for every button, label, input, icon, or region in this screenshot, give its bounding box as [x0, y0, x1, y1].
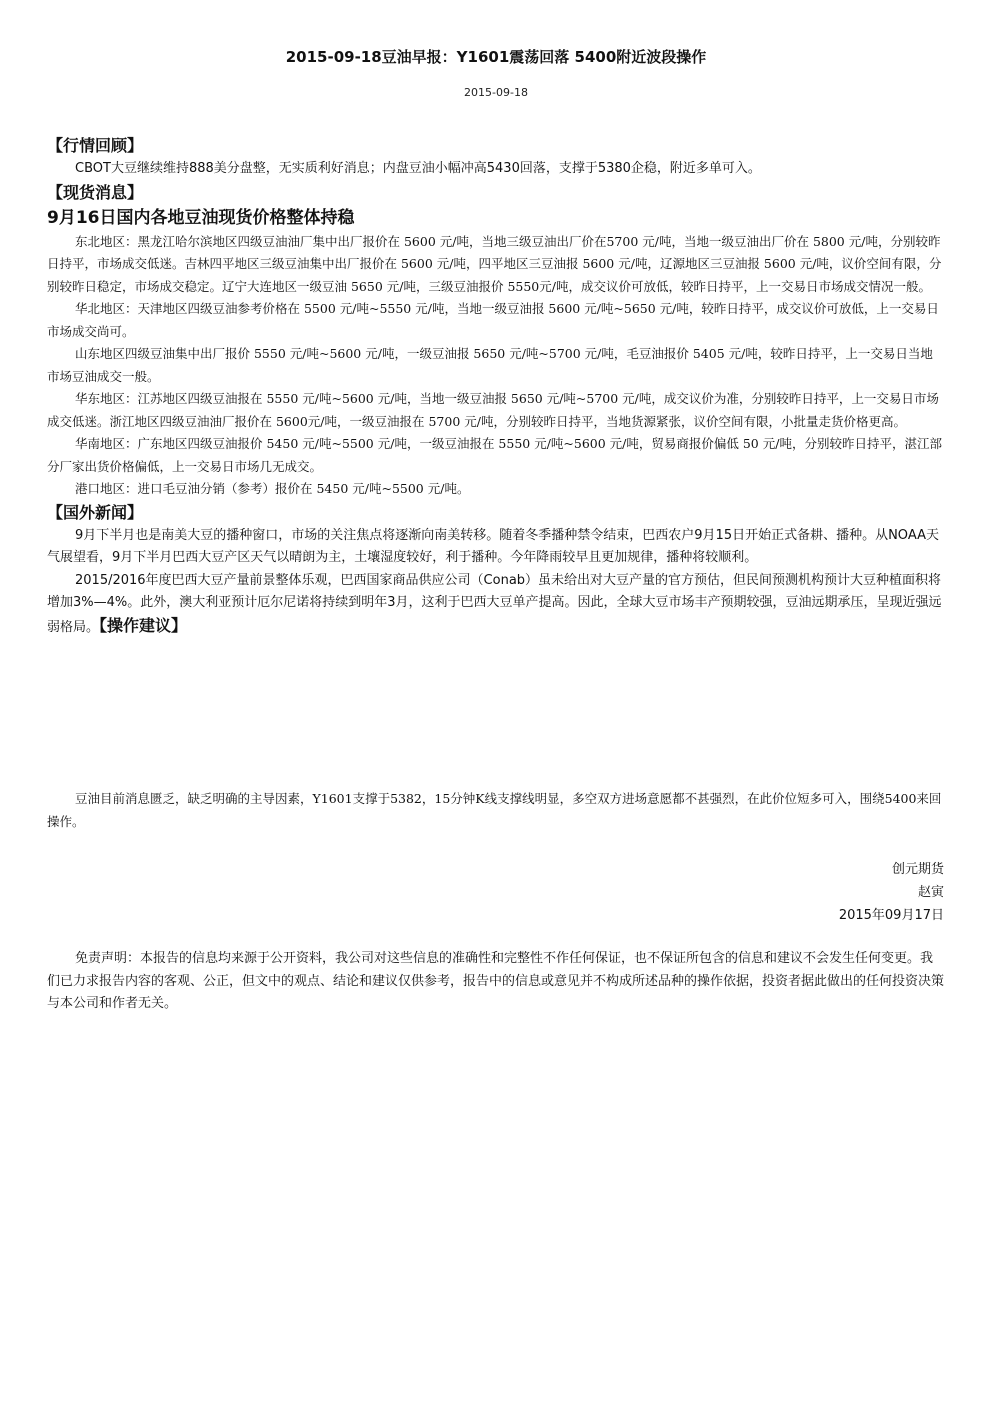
- advice-heading: 【操作建议】: [99, 615, 188, 635]
- signature-author: 赵寅: [917, 885, 944, 900]
- spot-port: 港口地区：进口毛豆油分销（参考）报价在 5450 元/吨~5500 元/吨。: [75, 481, 470, 496]
- advice-text: 豆油目前消息匮乏，缺乏明确的主导因素，Y1601支撑于5382，15分钟K线支撑线明显，多空双方进场意愿都不甚强烈，在此价位短多可入，围绕5400来回操作。: [47, 791, 942, 829]
- spot-east: 华东地区：江苏地区四级豆油报在 5550 元/吨~5600 元/吨，当地一级豆油报 5650 元/吨~5700 元/吨，成交议价为准，分别较昨日持平，上一交易日市场成交低迷。浙江地区四级豆油油厂报价在 5600元/吨，一级豆油报在 5700 元/吨，分别较昨日持平，当地货源紧张，议价空间有限，小批量走货价格更高。: [47, 391, 939, 429]
- foreign-news-2: [47, 570, 945, 640]
- foreign-news-2-text: 2015/2016年度巴西大豆产量前景整体乐观，巴西国家商品供应公司（Conab）虽未给出对大豆产量的官方预估，但民间预测机构预计大豆种植面积将增加3%—4%。此外，澳大利亚预计厄尔尼诺将持续到明年3月，这利于巴西大豆单产提高。因此，全球大豆市场丰产预期较强，豆油远期承压，呈现近强远弱格局。: [47, 572, 942, 635]
- review-heading: 【行情回顾】: [47, 136, 144, 155]
- spot-shandong: 山东地区四级豆油集中出厂报价 5550 元/吨~5600 元/吨，一级豆油报 5650 元/吨~5700 元/吨，毛豆油报价 5405 元/吨，较昨日持平，上一交易日当地市场豆油成交一般。: [47, 346, 933, 384]
- foreign-heading: 【国外新闻】: [47, 502, 144, 522]
- disclaimer-text: 免责声明：本报告的信息均来源于公开资料，我公司对这些信息的准确性和完整性不作任何保证，也不保证所包含的信息和建议不会发生任何变更。我们已力求报告内容的客观、公正，但文中的观点、结论和建议仅供参考，报告中的信息或意见并不构成所述品种的操作依据，投资者据此做出的任何投资决策与本公司和作者无关。: [47, 951, 945, 1011]
- signature-company: 创元期货: [891, 862, 944, 877]
- signature-date: 2015年09月17日: [838, 908, 944, 923]
- spot-south: 华南地区：广东地区四级豆油报价 5450 元/吨~5500 元/吨，一级豆油报在 5550 元/吨~5600 元/吨，贸易商报价偏低 50 元/吨，分别较昨日持平，湛江部分厂家出货价格偏低，上一交易日市场几无成交。: [47, 436, 942, 474]
- foreign-news-1: 9月下半月也是南美大豆的播种窗口，市场的关注焦点将逐渐向南美转移。随着冬季播种禁令结束，巴西农户9月15日开始正式备耕、播种。从NOAA天气展望看，9月下半月巴西大豆产区天气以晴朗为主，土壤湿度较好，利于播种。今年降雨较早且更加规律，播种将较顺利。: [47, 527, 939, 565]
- spot-north: 华北地区：天津地区四级豆油参考价格在 5500 元/吨~5550 元/吨，当地一级豆油报 5600 元/吨~5650 元/吨，较昨日持平，成交议价可放低，上一交易日市场成交尚可。: [47, 301, 939, 339]
- spot-northeast: 东北地区：黑龙江哈尔滨地区四级豆油油厂集中出厂报价在 5600 元/吨，当地三级豆油出厂价在5700 元/吨，当地一级豆油出厂价在 5800 元/吨，分别较昨日持平，市场成交低迷。吉林四平地区三级豆油集中出厂报价在 5600 元/吨，四平地区三豆油报 5600 元/吨，辽源地区三豆油报 5600 元/吨，议价空间有限，分别较昨日稳定，市场成交稳定。辽宁大连地区一级豆油 5650 元/吨，三级豆油报价 5550元/吨，成交议价可放低，较昨日持平，上一交易日市场成交情况一般。: [47, 233, 942, 294]
- report-title: 2015-09-18豆油早报：Y1601震荡回落 5400附近波段操作: [285, 48, 707, 66]
- disclaimer-section: [47, 948, 945, 1016]
- spot-subheading: 9月16日国内各地豆油现货价格整体持稳: [47, 207, 355, 228]
- report-body: [47, 134, 945, 639]
- report-date: 2015-09-18: [464, 86, 528, 99]
- spot-heading: 【现货消息】: [47, 182, 144, 202]
- review-text: CBOT大豆继续维持888美分盘整，无实质利好消息；内盘豆油小幅冲高5430回落，支撑于5380企稳，附近多单可入。: [75, 161, 761, 176]
- signature-block: [839, 858, 944, 927]
- advice-section: [47, 788, 945, 833]
